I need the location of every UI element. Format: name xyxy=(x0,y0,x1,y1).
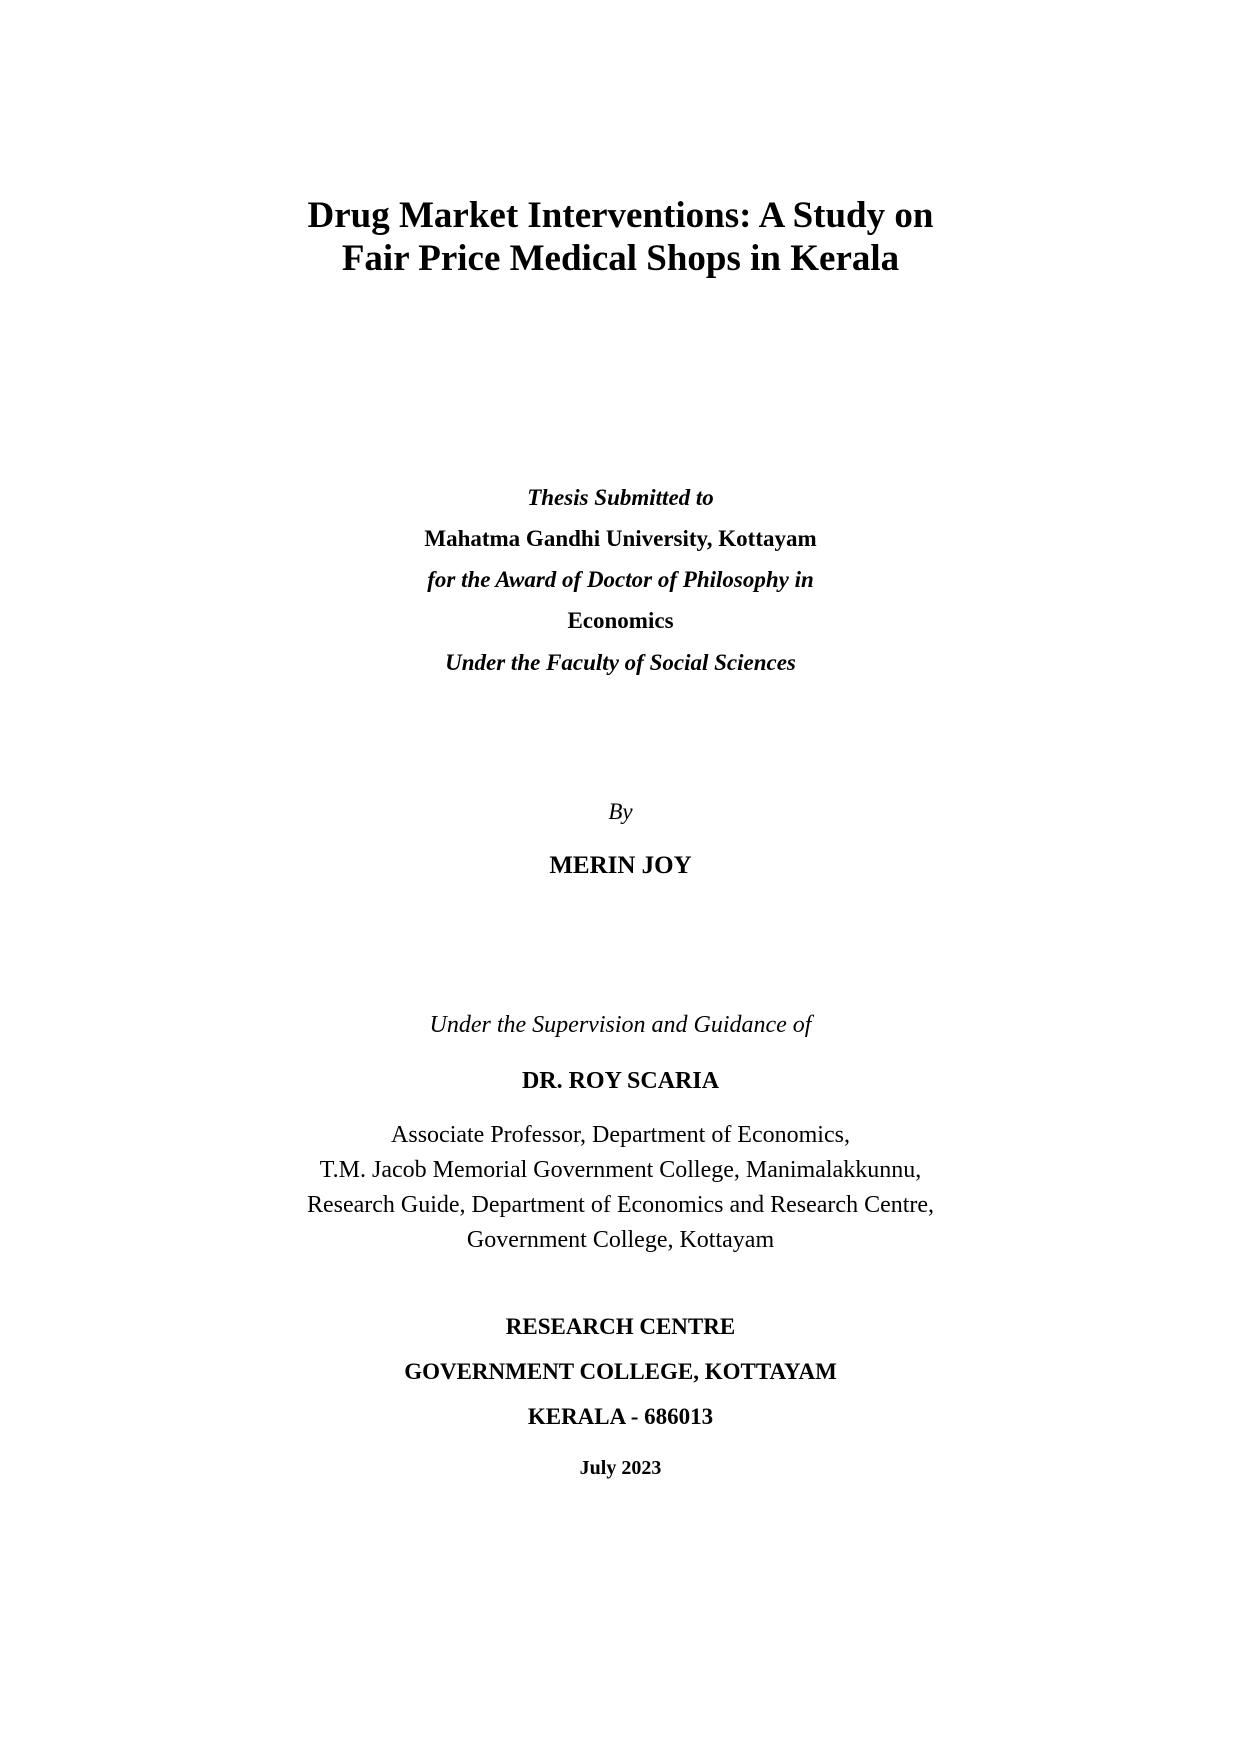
supervisor-affiliation-line: Associate Professor, Department of Economics, xyxy=(391,1122,850,1148)
submission-date: July 2023 xyxy=(579,1457,662,1479)
supervisor-affiliation-line: T.M. Jacob Memorial Government College, Manimalakkunnu, xyxy=(319,1157,922,1183)
by-label: By xyxy=(608,799,633,824)
subject: Economics xyxy=(567,608,674,633)
university-name: Mahatma Gandhi University, Kottayam xyxy=(424,526,817,551)
author-name: MERIN JOY xyxy=(549,852,692,879)
supervisor-affiliation-line: Government College, Kottayam xyxy=(466,1227,775,1253)
supervisor-affiliation-line: Research Guide, Department of Economics and Research Centre, xyxy=(306,1192,935,1218)
thesis-title-line-2: Fair Price Medical Shops in Kerala xyxy=(341,238,900,279)
supervision-intro: Under the Supervision and Guidance of xyxy=(429,1012,812,1038)
faculty: Under the Faculty of Social Sciences xyxy=(445,650,796,675)
college-name: GOVERNMENT COLLEGE, KOTTAYAM xyxy=(404,1359,837,1384)
thesis-title-line-1: Drug Market Interventions: A Study on xyxy=(307,195,934,236)
submitted-to: Thesis Submitted to xyxy=(527,485,714,510)
supervisor-name: DR. ROY SCARIA xyxy=(521,1068,720,1094)
state-pincode: KERALA - 686013 xyxy=(527,1404,714,1429)
award-statement: for the Award of Doctor of Philosophy in xyxy=(427,567,814,592)
research-centre: RESEARCH CENTRE xyxy=(505,1314,736,1339)
